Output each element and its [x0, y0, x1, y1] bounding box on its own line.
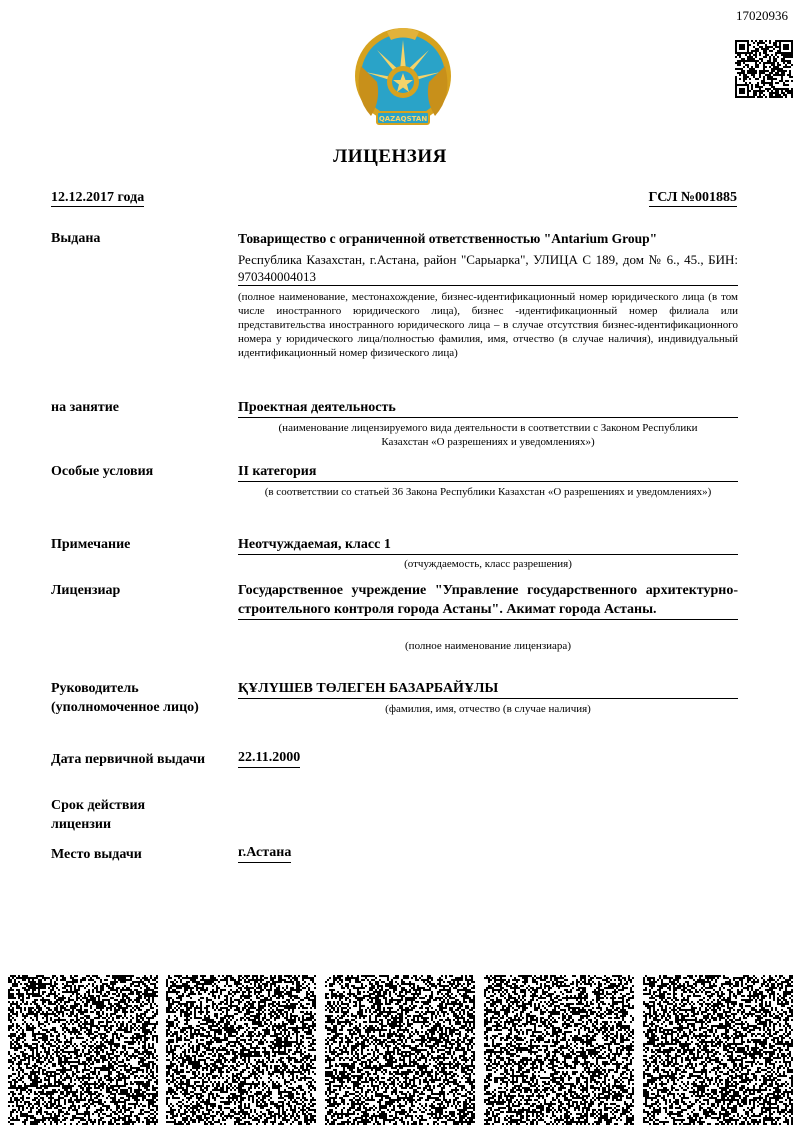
- licensor-value: Государственное учреждение "Управление государственного архитектурно-строительного контроля города Астаны". Акимат города Астаны.: [238, 581, 738, 620]
- validity-label-line1: Срок действия: [51, 798, 146, 813]
- activity-label: на занятие: [51, 400, 119, 415]
- data-matrix-icon: [325, 975, 475, 1125]
- licensor-note: (полное наименование лицензиара): [405, 640, 571, 652]
- activity-value: Проектная деятельность: [238, 398, 738, 418]
- head-value: ҚҰЛҮШЕВ ТӨЛЕГЕН БАЗАРБАЙҰЛЫ: [238, 679, 738, 699]
- state-emblem-icon: [347, 26, 459, 132]
- license-number: ГСЛ №001885: [648, 190, 737, 205]
- licensee-note: (полное наименование, местонахождение, бизнес-идентификационный номер юридического лица (в том числе иностранного юридического лица), бизнес -идентификационный номер филиала или представительства иностранного юридического лица – в случае отсутствия бизнес-идентификационного номера у юридического лица/полностью фамилия, имя, отчество (в случае наличия), индивидуальный идентификационный номер физического лица): [238, 291, 738, 359]
- data-matrix-icon: [166, 975, 316, 1125]
- place-value: г.Астана: [238, 843, 291, 863]
- remark-note: (отчуждаемость, класс разрешения): [404, 558, 572, 570]
- first-issue-label: Дата первичной выдачи: [51, 752, 206, 767]
- conditions-label: Особые условия: [51, 464, 154, 479]
- license-date: 12.12.2017 года: [51, 190, 145, 205]
- licensee-name: Товарищество с ограниченной ответственностью "Antarium Group": [238, 231, 658, 246]
- data-matrix-icon: [8, 975, 158, 1125]
- issued-label: Выдана: [51, 231, 101, 246]
- place-label: Место выдачи: [51, 847, 142, 862]
- head-label-line1: Руководитель: [51, 681, 139, 696]
- data-matrix-icon: [484, 975, 634, 1125]
- data-matrix-icon: [643, 975, 793, 1125]
- validity-label-line2: лицензии: [51, 817, 112, 832]
- activity-note: (наименование лицензируемого вида деятельности в соответствии с Законом Республики Казахстан «О разрешениях и уведомлениях»): [278, 422, 698, 448]
- head-label-line2: (уполномоченное лицо): [51, 700, 199, 715]
- emblem-text: QAZAQSTAN: [378, 115, 428, 123]
- remark-label: Примечание: [51, 537, 131, 552]
- licensor-label: Лицензиар: [51, 583, 121, 598]
- conditions-note: (в соответствии со статьей 36 Закона Республики Казахстан «О разрешениях и уведомлениях»): [264, 486, 712, 498]
- qr-code-icon: [735, 40, 793, 98]
- remark-value: Неотчуждаемая, класс 1: [238, 535, 738, 555]
- licensee-address: Республика Казахстан, г.Астана, район "Сарыарка", УЛИЦА С 189, дом № 6., 45., БИН: 970340004013: [238, 252, 738, 284]
- document-number: 17020936: [736, 8, 788, 23]
- conditions-value: II категория: [238, 462, 738, 482]
- first-issue-value: 22.11.2000: [238, 748, 300, 768]
- head-note: (фамилия, имя, отчество (в случае наличия): [385, 703, 591, 715]
- page-title: ЛИЦЕНЗИЯ: [333, 146, 447, 167]
